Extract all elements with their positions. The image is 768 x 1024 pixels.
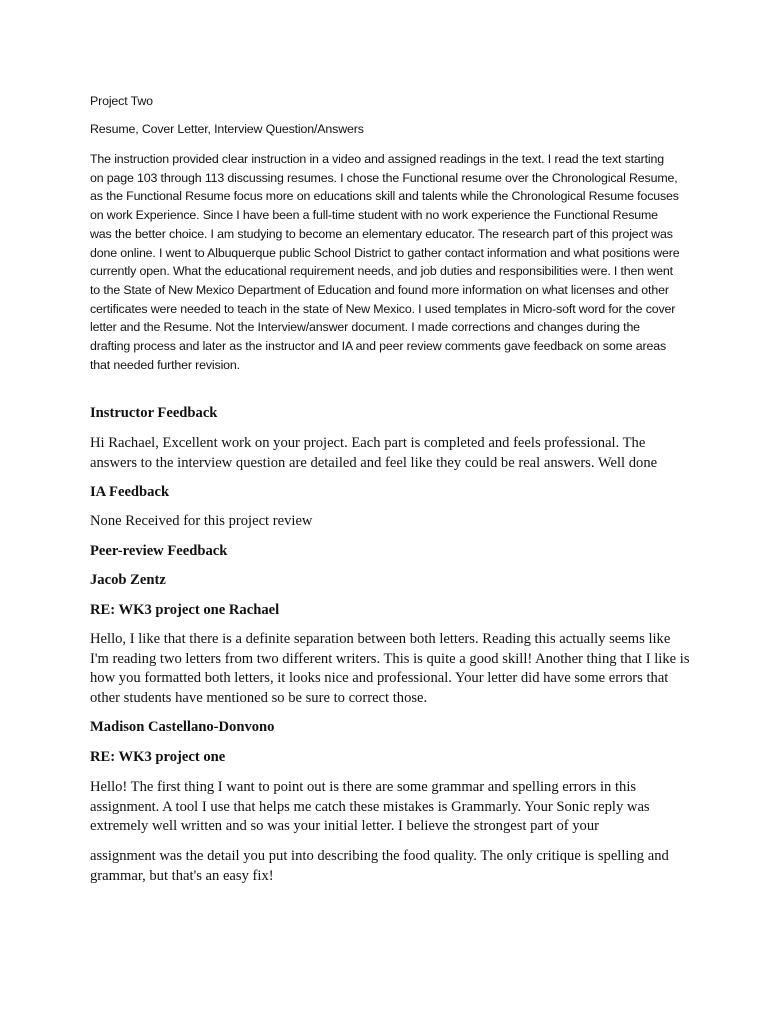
- peer2-text: Hello! The first thing I want to point out is there are some grammar and spelling errors in this assignment. A tool I use that helps me catch these mistakes is Grammarly. Your Sonic reply was extremely well written and so was your initial letter. I believe the strongest part of your: [90, 779, 650, 835]
- document-title: Project Two: [90, 94, 153, 108]
- peer2-text-continued: assignment was the detail you put into describing the food quality. The only critique is spelling and grammar, but that's an easy fix!: [90, 848, 669, 884]
- ia-feedback-text: None Received for this project review: [90, 513, 313, 529]
- peer2-subject: RE: WK3 project one: [90, 749, 226, 765]
- peer-review-heading: Peer-review Feedback: [90, 543, 228, 559]
- peer1-subject: RE: WK3 project one Rachael: [90, 602, 280, 618]
- peer1-name: Jacob Zentz: [90, 572, 166, 588]
- intro-paragraph: The instruction provided clear instruction in a video and assigned readings in the text. I read the text starting on page 103 through 113 discussing resumes. I chose the Functional resume over the Chronological Resume, as the Functional Resume focus more on educations skill and talents while the Chronological Resume focuses on work Experience. Since I have been a full-time student with no work experience the Functional Resume was the better choice. I am studying to become an elementary educator. The research part of this project was done online. I went to Albuquerque public School District to gather contact information and what positions were currently open. What the educational requirement needs, and job duties and responsibilities were. I then went to the State of New Mexico Department of Education and found more information on what licenses and other certificates were needed to teach in the state of New Mexico. I used templates in Micro-soft word for the cover letter and the Resume. Not the Interview/answer document. I made corrections and changes during the drafting process and later as the instructor and IA and peer review comments gave feedback on some areas that needed further revision.: [90, 152, 680, 372]
- peer2-name: Madison Castellano-Donvono: [90, 719, 275, 735]
- document-subtitle: Resume, Cover Letter, Interview Question/Answers: [90, 122, 364, 136]
- instructor-feedback-text: Hi Rachael, Excellent work on your project. Each part is completed and feels professional. The answers to the interview question are detailed and feel like they could be real answers. Well done: [90, 435, 658, 471]
- instructor-feedback-heading: Instructor Feedback: [90, 405, 218, 421]
- peer1-text: Hello, I like that there is a definite separation between both letters. Reading this actually seems like I'm reading two letters from two different writers. This is quite a good skill! Another thing that I like is how you formatted both letters, it looks nice and professional. Your letter did have some errors that other students have mentioned so be sure to correct those.: [90, 631, 690, 706]
- ia-feedback-heading: IA Feedback: [90, 484, 170, 500]
